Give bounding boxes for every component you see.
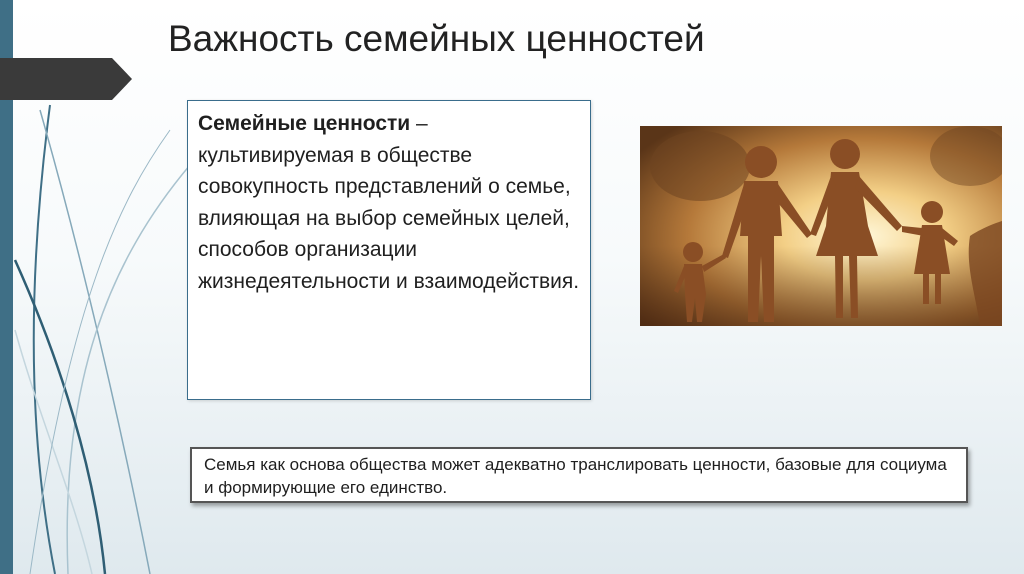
- statement-box: [190, 447, 968, 503]
- definition-box: [187, 100, 591, 400]
- family-silhouette-image: [640, 126, 1002, 326]
- statement-text: Семья как основа общества может адекватно транслировать ценности, базовые для социума и формирующие его единство.: [204, 455, 947, 497]
- title-arrow-shape: [0, 58, 132, 100]
- definition-dash: –: [410, 112, 428, 135]
- definition-paragraph: [198, 108, 580, 297]
- page-title: Важность семейных ценностей: [168, 18, 705, 59]
- definition-term: Семейные ценности: [198, 112, 411, 135]
- definition-text: культивируемая в обществе совокупность представлений о семье, влияющая на выбор семейных целей, способов организации жизнедеятельности и взаимодействия.: [198, 143, 580, 293]
